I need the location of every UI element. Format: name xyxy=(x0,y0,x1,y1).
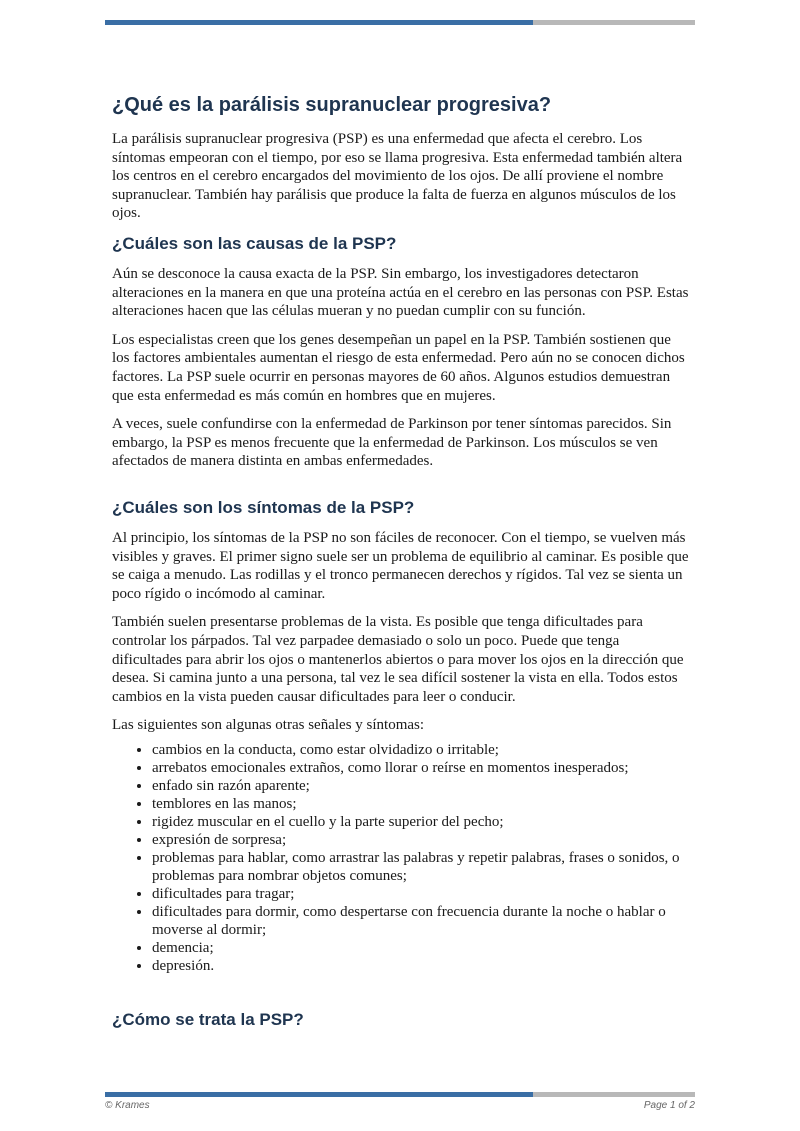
treatment-heading: ¿Cómo se trata la PSP? xyxy=(112,1010,304,1030)
bottom-rule-grey xyxy=(533,1092,695,1097)
list-item: • demencia; xyxy=(152,939,692,957)
document-body xyxy=(112,92,692,1041)
list-item: • expresión de sorpresa; xyxy=(152,831,692,849)
causes-paragraph-1: Aún se desconoce la causa exacta de la PSP. Sin embargo, los investigadores detectaron alteraciones en la manera en que una proteína actúa en el cerebro en las personas con PSP. Estas alteraciones hacen que las células mueran y no puedan cumplir con su función. xyxy=(112,266,689,320)
causes-heading: ¿Cuáles son las causas de la PSP? xyxy=(112,233,397,253)
list-item: • problemas para hablar, como arrastrar las palabras y repetir palabras, frases o sonidos, o problemas para nombrar objetos comunes; xyxy=(152,849,692,885)
page-footer xyxy=(105,1100,695,1111)
page-title: ¿Qué es la parálisis supranuclear progresiva? xyxy=(112,94,552,116)
top-rule-blue xyxy=(105,20,533,25)
symptoms-paragraph-2: También suelen presentarse problemas de la vista. Es posible que tenga dificultades para controlar los párpados. Tal vez parpadee demasiado o solo un poco. Puede que tenga dificultades para abrir los ojos o mantenerlos abiertos o para mover los ojos en la dirección que desea. Si camina junto a una persona, tal vez le sea difícil sostener la vista en ella. Todos estos cambios en la vista pueden causar dificultades para leer o conducir. xyxy=(112,614,684,705)
list-item: • rigidez muscular en el cuello y la parte superior del pecho; xyxy=(152,813,692,831)
list-item: • dificultades para tragar; xyxy=(152,885,692,903)
top-rule xyxy=(105,20,695,25)
symptoms-list xyxy=(112,741,692,975)
causes-paragraph-3: A veces, suele confundirse con la enfermedad de Parkinson por tener síntomas parecidos. Sin embargo, la PSP es menos frecuente que la enfermedad de Parkinson. Los músculos se ven afectados de manera distinta en ambas enfermedades. xyxy=(112,416,672,470)
copyright-text: © Krames xyxy=(105,1100,150,1111)
bottom-rule-blue xyxy=(105,1092,533,1097)
list-item: • enfado sin razón aparente; xyxy=(152,777,692,795)
symptoms-paragraph-3: Las siguientes son algunas otras señales y síntomas: xyxy=(112,717,425,734)
causes-paragraph-2: Los especialistas creen que los genes desempeñan un papel en la PSP. También sostienen que los factores ambientales aumentan el riesgo de esta enfermedad. Pero aún no se conocen dichos factores. La PSP suele ocurrir en personas mayores de 60 años. Algunos estudios demuestran que esta enfermedad es más común en hombres que en mujeres. xyxy=(112,331,685,404)
list-item: • temblores en las manos; xyxy=(152,795,692,813)
list-item: • cambios en la conducta, como estar olvidadizo o irritable; xyxy=(152,741,692,759)
top-rule-grey xyxy=(533,20,695,25)
symptoms-paragraph-1: Al principio, los síntomas de la PSP no son fáciles de reconocer. Con el tiempo, se vuelven más visibles y graves. El primer signo suele ser un problema de equilibrio al caminar. Es posible que se caiga a menudo. Las rodillas y el tronco permanecen derechos y rígidos. Tal vez se sienta un poco rígido o incómodo al caminar. xyxy=(112,530,689,602)
list-item: • depresión. xyxy=(152,957,692,975)
symptoms-heading: ¿Cuáles son los síntomas de la PSP? xyxy=(112,498,415,517)
bottom-rule xyxy=(105,1092,695,1097)
page-number: Page 1 of 2 xyxy=(643,1100,695,1111)
list-item: • arrebatos emocionales extraños, como llorar o reírse en momentos inesperados; xyxy=(152,759,692,777)
list-item: • dificultades para dormir, como despertarse con frecuencia durante la noche o hablar o moverse al dormir; xyxy=(152,903,692,939)
intro-paragraph: La parálisis supranuclear progresiva (PSP) es una enfermedad que afecta el cerebro. Los síntomas empeoran con el tiempo, por eso se llama progresiva. Esta enfermedad también altera los centros en el cerebro encargados del movimiento de los ojos. De allí proviene el nombre supranuclear. También hay parálisis que produce la falta de fuerza en algunos músculos de los ojos. xyxy=(112,131,683,222)
